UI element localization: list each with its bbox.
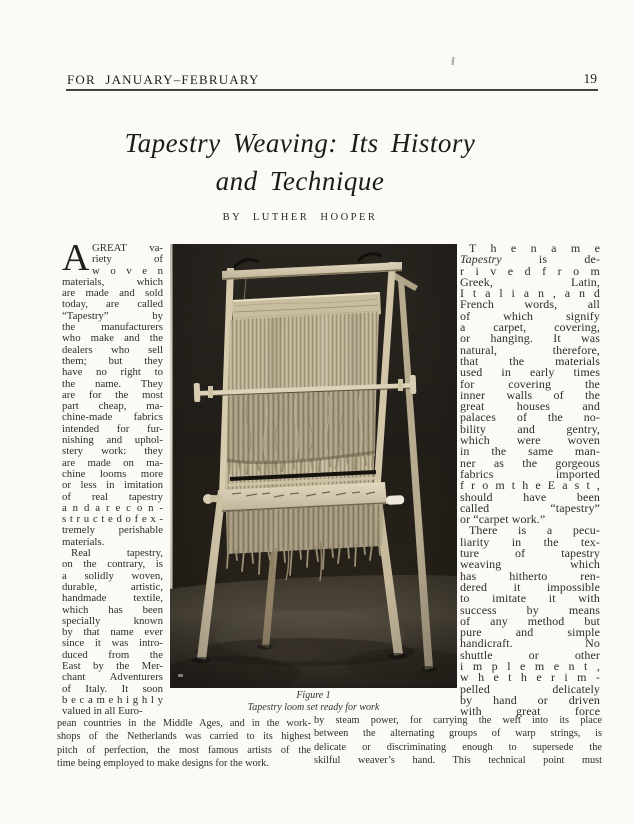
text-line: of which signify <box>460 308 600 323</box>
text-line: handmade textile, <box>62 592 163 605</box>
text-line: success by means <box>460 602 600 617</box>
text-line: bility and gentry, <box>460 421 600 436</box>
text-line: natural, therefore, <box>460 342 600 357</box>
text-line: pean countries in the Middle Ages, and in the work- <box>57 718 311 729</box>
text-line: a n d a r e c o n - <box>62 501 163 514</box>
text-line: shuttle or other <box>460 647 600 662</box>
text-line: delicate or discriminating enough to supersede the <box>314 741 602 753</box>
text-line: French words, all <box>460 297 600 312</box>
text-line: materials, which <box>62 275 163 288</box>
text-line: skilful weaver’s hand. This technical point must <box>314 755 602 767</box>
text-line: I t a l i a n , a n d <box>460 286 600 301</box>
text-line: valued in all Euro- <box>62 705 143 718</box>
text-line: palaces of the no- <box>460 410 600 425</box>
text-line: fabrics imported <box>460 466 600 481</box>
text-line: that the materials <box>460 353 600 368</box>
text-line: dered it impossible <box>460 579 600 594</box>
text-line: by steam power, for carrying the weft into its place <box>314 715 602 726</box>
text-line: materials. <box>62 535 105 548</box>
article-title-line-1: Tapestry Weaving: Its History <box>124 128 476 158</box>
text-line: called “tapestry” <box>460 500 600 515</box>
left-column-continuation <box>57 717 311 771</box>
text-line: pelled delicately <box>460 681 600 696</box>
text-line: stery work: they <box>62 445 163 458</box>
text-line: has hitherto ren- <box>460 568 600 583</box>
text-line: Tapestry is de- <box>460 252 600 267</box>
text-line: ner as the gorgeous <box>460 455 600 470</box>
text-line: s t r u c t e d o f e x - <box>62 513 163 526</box>
text-line: or less in imitation <box>62 479 163 492</box>
text-line: b e c a m e h i g h l y <box>62 693 163 706</box>
text-line: on the contrary, is <box>62 558 163 571</box>
text-line: are made and sold <box>62 287 163 300</box>
text-line: i m p l e m e n t , <box>460 658 600 673</box>
text-line: pitch of perfection, the most famous artists of the <box>57 744 311 756</box>
article-title-line-2: and Technique <box>215 166 385 196</box>
text-line: great houses and <box>460 399 600 414</box>
text-line: which has been <box>62 603 163 616</box>
text-line: have no right to <box>62 366 163 379</box>
text-line: liarity in the tex- <box>460 534 600 549</box>
text-line: a solidly woven, <box>62 569 163 582</box>
text-line: w o v e n <box>92 264 163 277</box>
text-line: a carpet, covering, <box>460 320 600 335</box>
text-line: are made on ma- <box>62 456 163 469</box>
right-column-continuation <box>314 714 602 768</box>
text-line: durable, artistic, <box>62 580 163 593</box>
text-line: part cheap, ma- <box>62 400 163 413</box>
text-line: the name. They <box>62 377 163 390</box>
text-line: specially known <box>62 614 163 627</box>
figure-label: Figure 1 <box>296 690 331 701</box>
text-line: today, are called <box>62 298 163 311</box>
scan-artifact <box>451 57 454 65</box>
left-column <box>62 237 163 718</box>
page-number: 19 <box>583 71 597 86</box>
text-line: “Tapestry” by <box>62 309 163 322</box>
text-line: with great force <box>460 704 600 719</box>
text-line: who make and the <box>62 332 163 345</box>
text-line: Real tapestry, <box>71 547 163 560</box>
journal-masthead: FOR JANUARY–FEBRUARY <box>67 72 260 87</box>
text-line: should have been <box>460 489 600 504</box>
text-line: T h e n a m e <box>469 241 600 255</box>
right-column <box>460 243 600 717</box>
text-line: of any method but <box>460 613 600 628</box>
text-line: of Italy. It soon <box>62 682 163 695</box>
text-line: of real tapestry <box>62 490 163 503</box>
text-line: duced from the <box>62 648 163 661</box>
text-line: r i v e d f r o m <box>460 263 600 278</box>
text-line: Greek, Latin, <box>460 274 600 289</box>
tapestry-loom-photo <box>170 244 457 688</box>
figure-caption-block <box>170 690 457 713</box>
photo-vignette <box>170 244 457 688</box>
byline: BY LUTHER HOOPER <box>222 212 378 223</box>
text-line: handicraft. No <box>460 636 600 651</box>
text-line: used in early times <box>460 365 600 380</box>
text-line: intended for fur- <box>62 422 163 435</box>
text-line: w h e t h e r i m - <box>460 670 600 685</box>
text-line: riety of <box>92 253 163 266</box>
text-line: for covering the <box>460 376 600 391</box>
text-line: There is a pecu- <box>469 523 600 538</box>
text-line: which were woven <box>460 433 600 448</box>
text-line: in the same man- <box>460 444 600 459</box>
text-line: time being employed to make designs for the work. <box>57 758 269 770</box>
text-line: chant Adventurers <box>62 671 163 684</box>
text-line: pure and simple <box>460 625 600 640</box>
text-line: inner walls of the <box>460 387 600 402</box>
text-line: nishing and uphol- <box>62 434 163 447</box>
text-line: East by the Mer- <box>62 659 163 672</box>
text-line: by hand or driven <box>460 692 600 707</box>
text-line: chine-made fabrics <box>62 411 163 424</box>
text-line: them; but they <box>62 354 163 367</box>
text-line: by that name ever <box>62 626 163 639</box>
figure-caption: Tapestry loom set ready for work <box>247 701 380 713</box>
text-line: f r o m t h e E a s t , <box>460 478 600 493</box>
text-line: GREAT va- <box>92 242 163 254</box>
text-line: to imitate it with <box>460 591 600 606</box>
text-line: between the alternating groups of warp strings, is <box>314 728 602 740</box>
text-line: tremely perishable <box>62 524 163 537</box>
text-line: are for the most <box>62 388 163 401</box>
text-line: or hanging. It was <box>460 331 600 346</box>
text-line: ture of tapestry <box>460 546 600 561</box>
text-line: shops of the Netherlands was carried to its highest <box>57 731 311 743</box>
text-line: or “carpet work.” <box>460 512 546 527</box>
text-line: weaving which <box>460 557 600 572</box>
text-line: chine looms more <box>62 467 163 480</box>
text-line: dealers who sell <box>62 343 163 356</box>
text-line: the manufacturers <box>62 321 163 334</box>
masthead-rule <box>66 89 598 91</box>
text-line: since it was intro- <box>62 637 163 650</box>
drop-cap: A <box>62 237 90 279</box>
